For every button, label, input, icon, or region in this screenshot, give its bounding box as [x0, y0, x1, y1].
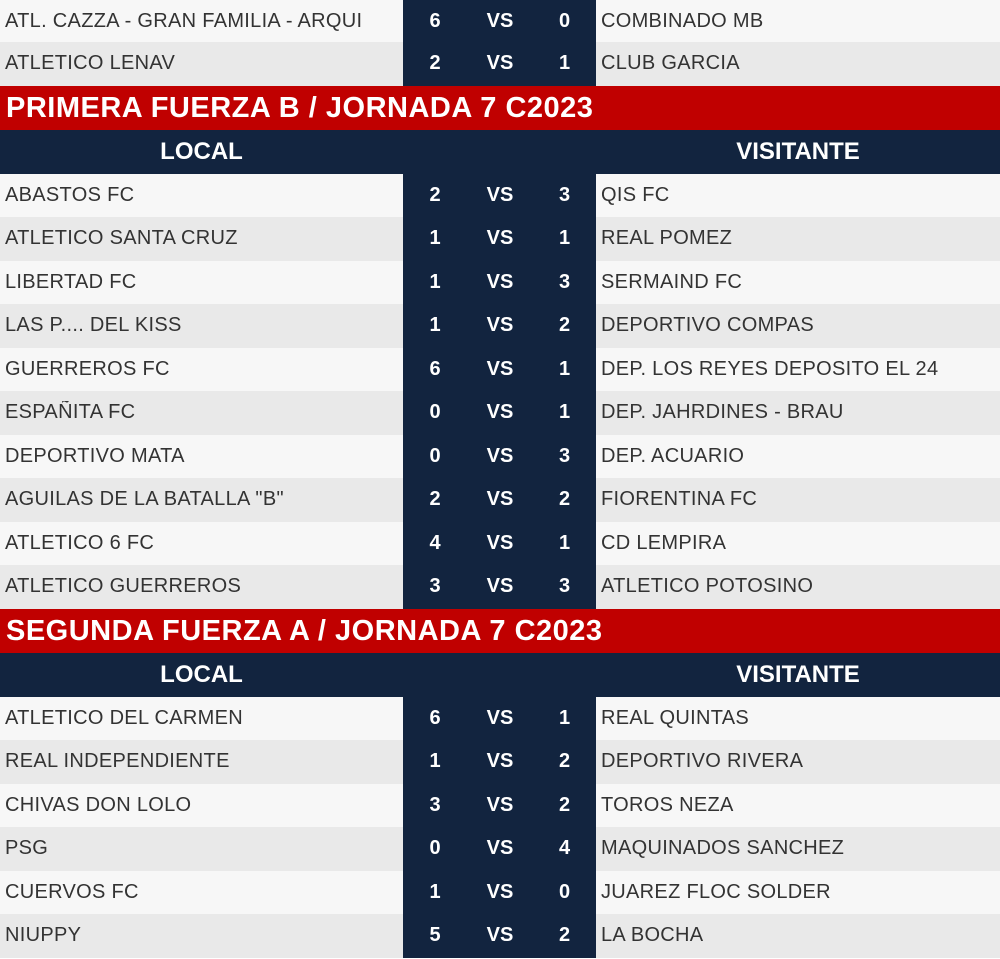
match-row — [0, 42, 1000, 86]
header-local: LOCAL — [160, 137, 243, 165]
visitor-team: QIS FC — [601, 183, 670, 206]
away-score: 1 — [558, 52, 571, 75]
local-team: ATL. CAZZA - GRAN FAMILIA - ARQUI — [5, 9, 363, 32]
local-team: PSG — [5, 837, 49, 860]
local-team: ESPAÑITA FC — [5, 401, 136, 424]
home-score: 1 — [429, 314, 441, 337]
local-team: REAL INDEPENDIENTE — [5, 750, 230, 773]
home-score: 0 — [429, 837, 441, 860]
home-score: 1 — [429, 750, 441, 773]
home-score: 0 — [429, 444, 441, 467]
score-box — [403, 435, 596, 479]
local-team: LAS P.... DEL KISS — [5, 314, 182, 337]
match-row — [0, 174, 1000, 218]
vs-label: VS — [486, 444, 514, 467]
home-score: 6 — [429, 706, 441, 729]
local-team: ABASTOS FC — [5, 183, 135, 206]
score-box — [403, 0, 596, 42]
visitor-team: SERMAIND FC — [601, 270, 743, 293]
away-score: 0 — [558, 880, 571, 903]
score-box — [403, 174, 596, 218]
section-title: SEGUNDA FUERZA A / JORNADA 7 C2023 — [0, 609, 1000, 653]
home-score: 3 — [429, 793, 441, 816]
local-team: NIUPPY — [5, 924, 82, 947]
vs-label: VS — [486, 575, 514, 598]
away-score: 1 — [558, 531, 571, 554]
local-team: ATLETICO SANTA CRUZ — [5, 227, 238, 250]
home-score: 1 — [429, 227, 441, 250]
match-row — [0, 348, 1000, 392]
visitor-team: DEPORTIVO RIVERA — [601, 750, 804, 773]
away-score: 2 — [558, 750, 571, 773]
vs-label: VS — [486, 531, 514, 554]
match-row — [0, 871, 1000, 915]
local-team: GUERREROS FC — [5, 357, 170, 380]
vs-label: VS — [486, 837, 514, 860]
visitor-team: FIORENTINA FC — [601, 488, 758, 511]
league-section — [0, 86, 1000, 609]
home-score: 3 — [429, 575, 441, 598]
match-row — [0, 0, 1000, 42]
away-score: 4 — [558, 837, 571, 860]
visitor-team: LA BOCHA — [601, 924, 704, 947]
visitor-team: ATLETICO POTOSINO — [601, 575, 814, 598]
league-section — [0, 609, 1000, 958]
vs-label: VS — [486, 9, 514, 32]
home-score: 2 — [429, 183, 441, 206]
score-box — [403, 304, 596, 348]
away-score: 2 — [558, 488, 571, 511]
match-row — [0, 304, 1000, 348]
score-box — [403, 42, 596, 86]
home-score: 2 — [429, 52, 441, 75]
match-row — [0, 784, 1000, 828]
score-box — [403, 348, 596, 392]
local-team: LIBERTAD FC — [5, 270, 137, 293]
away-score: 3 — [558, 270, 571, 293]
vs-label: VS — [486, 314, 514, 337]
match-row — [0, 827, 1000, 871]
away-score: 2 — [558, 314, 571, 337]
column-header — [0, 130, 1000, 174]
home-score: 6 — [429, 9, 441, 32]
away-score: 0 — [558, 9, 571, 32]
previous-section-tail — [0, 0, 1000, 86]
visitor-team: CLUB GARCIA — [601, 52, 740, 75]
home-score: 6 — [429, 357, 441, 380]
vs-label: VS — [486, 227, 514, 250]
local-team: ATLETICO LENAV — [5, 52, 176, 75]
visitor-team: REAL QUINTAS — [601, 706, 750, 729]
visitor-team: DEP. JAHRDINES - BRAU — [601, 401, 844, 424]
home-score: 2 — [429, 488, 441, 511]
vs-label: VS — [486, 750, 514, 773]
score-box — [403, 217, 596, 261]
score-box — [403, 478, 596, 522]
local-team: AGUILAS DE LA BATALLA "B" — [5, 488, 284, 511]
home-score: 0 — [429, 401, 441, 424]
away-score: 2 — [558, 793, 571, 816]
match-row — [0, 565, 1000, 609]
score-box — [403, 740, 596, 784]
score-box — [403, 261, 596, 305]
vs-label: VS — [486, 488, 514, 511]
visitor-team: DEPORTIVO COMPAS — [601, 314, 814, 337]
local-team: ATLETICO 6 FC — [5, 531, 155, 554]
match-row — [0, 914, 1000, 958]
vs-label: VS — [486, 183, 514, 206]
match-row — [0, 478, 1000, 522]
score-box — [403, 391, 596, 435]
vs-label: VS — [486, 793, 514, 816]
home-score: 1 — [429, 270, 441, 293]
header-visitor: VISITANTE — [736, 660, 860, 688]
away-score: 3 — [558, 575, 571, 598]
column-header — [0, 653, 1000, 697]
vs-label: VS — [486, 706, 514, 729]
score-box — [403, 914, 596, 958]
match-row — [0, 740, 1000, 784]
local-team: CHIVAS DON LOLO — [5, 793, 192, 816]
match-row — [0, 261, 1000, 305]
local-team: ATLETICO DEL CARMEN — [5, 706, 243, 729]
score-box — [403, 522, 596, 566]
home-score: 1 — [429, 880, 441, 903]
home-score: 4 — [429, 531, 441, 554]
score-box — [403, 871, 596, 915]
visitor-team: COMBINADO MB — [601, 9, 764, 32]
match-row — [0, 522, 1000, 566]
vs-label: VS — [486, 52, 514, 75]
match-row — [0, 217, 1000, 261]
visitor-team: DEP. LOS REYES DEPOSITO EL 24 — [601, 357, 939, 380]
section-title: PRIMERA FUERZA B / JORNADA 7 C2023 — [0, 86, 1000, 130]
local-team: CUERVOS FC — [5, 880, 139, 903]
visitor-team: DEP. ACUARIO — [601, 444, 745, 467]
match-row — [0, 697, 1000, 741]
visitor-team: REAL POMEZ — [601, 227, 733, 250]
visitor-team: CD LEMPIRA — [601, 531, 727, 554]
header-local: LOCAL — [160, 660, 243, 688]
vs-label: VS — [486, 270, 514, 293]
visitor-team: TOROS NEZA — [601, 793, 734, 816]
vs-label: VS — [486, 401, 514, 424]
header-visitor: VISITANTE — [736, 137, 860, 165]
local-team: ATLETICO GUERREROS — [5, 575, 242, 598]
away-score: 3 — [558, 444, 571, 467]
home-score: 5 — [429, 924, 441, 947]
local-team: DEPORTIVO MATA — [5, 444, 185, 467]
vs-label: VS — [486, 924, 514, 947]
score-box — [403, 784, 596, 828]
away-score: 1 — [558, 357, 571, 380]
score-box — [403, 697, 596, 741]
away-score: 2 — [558, 924, 571, 947]
match-row — [0, 391, 1000, 435]
vs-label: VS — [486, 357, 514, 380]
away-score: 1 — [558, 227, 571, 250]
match-row — [0, 435, 1000, 479]
away-score: 3 — [558, 183, 571, 206]
score-box — [403, 565, 596, 609]
vs-label: VS — [486, 880, 514, 903]
score-box — [403, 827, 596, 871]
away-score: 1 — [558, 401, 571, 424]
visitor-team: JUAREZ FLOC SOLDER — [601, 880, 831, 903]
visitor-team: MAQUINADOS SANCHEZ — [601, 837, 845, 860]
away-score: 1 — [558, 706, 571, 729]
